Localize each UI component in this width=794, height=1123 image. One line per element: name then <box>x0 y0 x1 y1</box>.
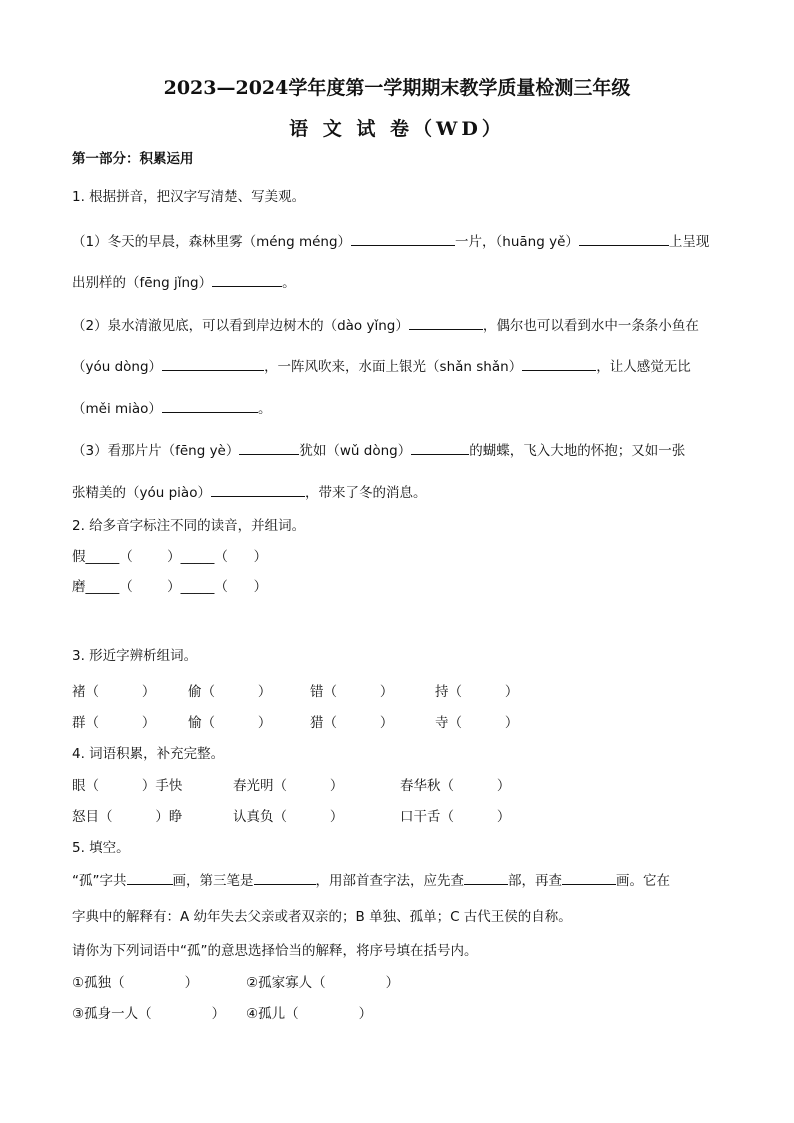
q3-heading: 3. 形近字辨析组词。 <box>72 648 198 664</box>
q3-item: 偷（ ） <box>188 684 272 700</box>
text: 画，第三笔是 <box>172 873 254 889</box>
answer-blank[interactable] <box>211 482 305 497</box>
text: 。 <box>282 275 296 291</box>
q1-s3-line2 <box>72 482 426 502</box>
answer-blank[interactable] <box>351 231 455 246</box>
q5-line1 <box>72 870 670 890</box>
q3-item: 猎（ ） <box>310 715 394 731</box>
answer-blank[interactable] <box>409 315 483 330</box>
text: ，带来了冬的消息。 <box>304 485 427 501</box>
q4-item: 认真负（ ） <box>233 809 344 825</box>
q3-item: 寺（ ） <box>435 715 519 731</box>
text: （yóu dòng） <box>72 359 163 375</box>
text: 张精美的（yóu piào） <box>72 485 211 501</box>
q1-heading: 1. 根据拼音，把汉字写清楚、写美观。 <box>72 189 306 205</box>
q3-item: 错（ ） <box>310 684 394 700</box>
text: ，一阵风吹来，水面上银光（shǎn shǎn） <box>264 359 523 375</box>
q1-s1-line1 <box>72 231 709 251</box>
answer-blank[interactable] <box>464 870 508 885</box>
text: 出别样的（fēng jǐng） <box>72 275 213 291</box>
answer-blank[interactable] <box>579 231 669 246</box>
q5-line2: 字典中的解释有：A 幼年失去父亲或者双亲的；B 单独、孤单；C 古代王侯的自称。 <box>72 909 572 925</box>
text: 犹如（wǔ dòng） <box>299 443 412 459</box>
q5-item: ②孤家寡人（ ） <box>246 975 400 991</box>
q1-s2-line2 <box>72 356 691 376</box>
answer-blank[interactable] <box>522 356 596 371</box>
q4-item: 口干舌（ ） <box>400 809 511 825</box>
q5-item: ①孤独（ ） <box>72 975 199 991</box>
q3-item: 群（ ） <box>72 715 156 731</box>
text: 部，再查 <box>508 873 562 889</box>
q2-heading: 2. 给多音字标注不同的读音，并组词。 <box>72 518 306 534</box>
q1-s2-line3 <box>72 398 271 418</box>
q4-item: 怒目（ ）睁 <box>72 809 183 825</box>
answer-blank[interactable] <box>212 272 282 287</box>
text: ，让人感觉无比 <box>596 359 691 375</box>
text: ，用部首查字法，应先查 <box>315 873 464 889</box>
text: 一片，（huāng yě） <box>455 234 579 250</box>
q4-item: 春光明（ ） <box>233 778 344 794</box>
q3-item: 持（ ） <box>435 684 519 700</box>
text: ，偶尔也可以看到水中一条条小鱼在 <box>482 318 699 334</box>
text: （měi miào） <box>72 401 162 417</box>
text: 。 <box>257 401 272 417</box>
q5-heading: 5. 填空。 <box>72 840 130 856</box>
section-heading: 第一部分：积累运用 <box>72 151 194 167</box>
q3-item: 褚（ ） <box>72 684 156 700</box>
text: 画。它在 <box>616 873 670 889</box>
q5-line3: 请你为下列词语中“孤”的意思选择恰当的解释，将序号填在括号内。 <box>72 943 478 959</box>
q4-item: 春华秋（ ） <box>400 778 511 794</box>
answer-blank[interactable] <box>162 356 264 371</box>
exam-subtitle: 语 文 试 卷（WD） <box>289 118 505 140</box>
q2-row1: 假_____（ ）_____（ ） <box>72 549 268 565</box>
answer-blank[interactable] <box>254 870 316 885</box>
q4-item: 眼（ ）手快 <box>72 778 183 794</box>
q1-s2-line1 <box>72 315 699 335</box>
answer-blank[interactable] <box>562 870 616 885</box>
answer-blank[interactable] <box>127 870 173 885</box>
q4-heading: 4. 词语积累，补充完整。 <box>72 746 225 762</box>
answer-blank[interactable] <box>411 440 469 455</box>
answer-blank[interactable] <box>162 398 258 413</box>
text: （3）看那片片（fēng yè） <box>72 443 240 459</box>
text: “孤”字共 <box>72 873 127 889</box>
q5-item: ③孤身一人（ ） <box>72 1006 226 1022</box>
text: 上呈现 <box>668 234 710 250</box>
text: 的蝴蝶，飞入大地的怀抱；又如一张 <box>469 443 686 459</box>
q5-item: ④孤儿（ ） <box>246 1006 373 1022</box>
text: （1）冬天的早晨，森林里雾（méng méng） <box>72 234 352 250</box>
q2-row2: 磨_____（ ）_____（ ） <box>72 579 268 595</box>
q3-item: 愉（ ） <box>188 715 272 731</box>
q1-s3-line1 <box>72 440 685 460</box>
answer-blank[interactable] <box>239 440 299 455</box>
q1-s1-line2 <box>72 272 296 292</box>
text: （2）泉水清澈见底，可以看到岸边树木的（dào yǐng） <box>72 318 409 334</box>
exam-title: 2023—2024学年度第一学期期末教学质量检测三年级 <box>163 77 631 99</box>
